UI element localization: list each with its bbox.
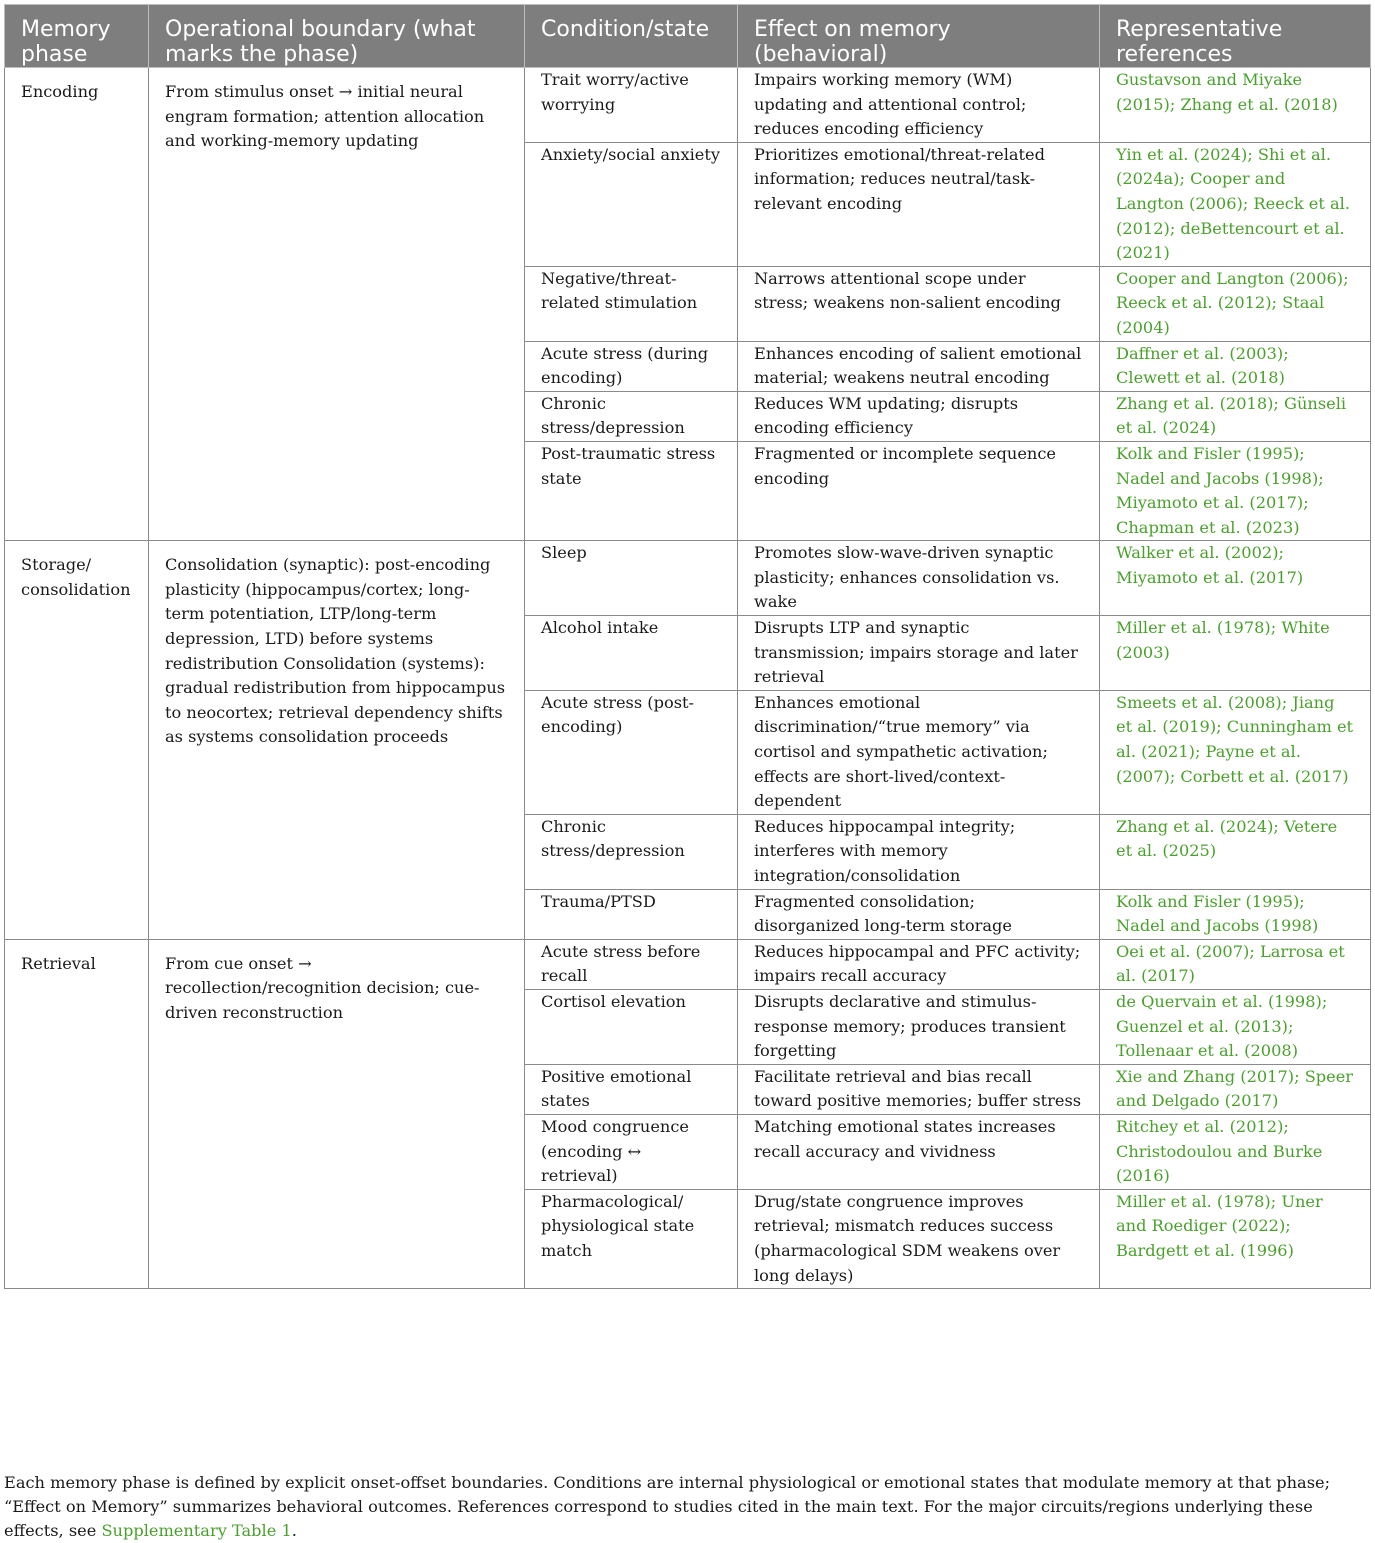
condition-cell: Chronic stress/depression	[525, 391, 738, 441]
references-cell[interactable]: Oei et al. (2007); Larrosa et al. (2017)	[1100, 939, 1371, 989]
footnote-end: .	[291, 1521, 297, 1540]
references-cell[interactable]: Daffner et al. (2003); Clewett et al. (2018)	[1100, 341, 1371, 391]
references-cell[interactable]: Zhang et al. (2024); Vetere et al. (2025)	[1100, 814, 1371, 889]
condition-cell: Positive emotional states	[525, 1064, 738, 1114]
footnote-text: Each memory phase is defined by explicit onset-offset boundaries. Conditions are internal physiological or emotional states that modulate memory at that phase; “Effect on Memory” summarizes behavioral outcomes. References correspond to studies cited in the main text. For the major circuits/regions underlying these effects, see	[4, 1473, 1331, 1540]
condition-cell: Negative/threat-related stimulation	[525, 266, 738, 341]
references-cell[interactable]: Miller et al. (1978); Uner and Roediger (2022); Bardgett et al. (1996)	[1100, 1189, 1371, 1288]
table-row	[5, 541, 1371, 616]
effect-cell: Narrows attentional scope under stress; weakens non-salient encoding	[738, 266, 1100, 341]
references-cell[interactable]: Gustavson and Miyake (2015); Zhang et al. (2018)	[1100, 68, 1371, 143]
memory-phase-cell: Storage/ consolidation	[5, 541, 149, 940]
references-cell[interactable]: Zhang et al. (2018); Günseli et al. (2024)	[1100, 391, 1371, 441]
effect-cell: Reduces WM updating; disrupts encoding efficiency	[738, 391, 1100, 441]
operational-boundary-cell: From stimulus onset → initial neural engram formation; attention allocation and working-memory updating	[149, 68, 525, 541]
condition-cell: Alcohol intake	[525, 616, 738, 691]
references-cell[interactable]: Ritchey et al. (2012); Christodoulou and Burke (2016)	[1100, 1114, 1371, 1189]
effect-cell: Enhances encoding of salient emotional material; weakens neutral encoding	[738, 341, 1100, 391]
table-row	[5, 68, 1371, 143]
condition-cell: Sleep	[525, 541, 738, 616]
table-footnote	[4, 1471, 1372, 1543]
operational-boundary-cell: From cue onset → recollection/recognition decision; cue-driven reconstruction	[149, 939, 525, 1288]
table-row	[5, 939, 1371, 989]
effect-cell: Disrupts declarative and stimulus-response memory; produces transient forgetting	[738, 989, 1100, 1064]
references-cell[interactable]: Xie and Zhang (2017); Speer and Delgado (2017)	[1100, 1064, 1371, 1114]
references-cell[interactable]: Kolk and Fisler (1995); Nadel and Jacobs (1998)	[1100, 889, 1371, 939]
references-cell[interactable]: Walker et al. (2002); Miyamoto et al. (2017)	[1100, 541, 1371, 616]
supplementary-table-link[interactable]: Supplementary Table 1	[101, 1521, 292, 1540]
effect-cell: Drug/state congruence improves retrieval; mismatch reduces success (pharmacological SDM weakens over long delays)	[738, 1189, 1100, 1288]
effect-cell: Impairs working memory (WM) updating and attentional control; reduces encoding efficiency	[738, 68, 1100, 143]
condition-cell: Acute stress (during encoding)	[525, 341, 738, 391]
condition-cell: Anxiety/social anxiety	[525, 142, 738, 266]
header-condition-state: Condition/state	[525, 5, 738, 68]
header-effect-on-memory: Effect on memory (behavioral)	[738, 5, 1100, 68]
condition-cell: Cortisol elevation	[525, 989, 738, 1064]
operational-boundary-cell: Consolidation (synaptic): post-encoding plasticity (hippocampus/cortex; long-term potentiation, LTP/long-term depression, LTD) before systems redistribution Consolidation (systems): gradual redistribution from hippocampus to neocortex; retrieval dependency shifts as systems consolidation proceeds	[149, 541, 525, 940]
table-body	[5, 68, 1371, 1289]
table-header-row	[5, 5, 1371, 68]
references-cell[interactable]: Kolk and Fisler (1995); Nadel and Jacobs (1998); Miyamoto et al. (2017); Chapman et al. (2023)	[1100, 441, 1371, 540]
memory-phase-cell: Encoding	[5, 68, 149, 541]
condition-cell: Acute stress (post-encoding)	[525, 690, 738, 814]
references-cell[interactable]: Smeets et al. (2008); Jiang et al. (2019); Cunningham et al. (2021); Payne et al. (2007); Corbett et al. (2017)	[1100, 690, 1371, 814]
effect-cell: Matching emotional states increases recall accuracy and vividness	[738, 1114, 1100, 1189]
condition-cell: Chronic stress/depression	[525, 814, 738, 889]
condition-cell: Post-traumatic stress state	[525, 441, 738, 540]
memory-phase-table	[4, 4, 1371, 1289]
effect-cell: Enhances emotional discrimination/“true memory” via cortisol and sympathetic activation; effects are short-lived/context-dependent	[738, 690, 1100, 814]
memory-phase-cell: Retrieval	[5, 939, 149, 1288]
references-cell[interactable]: Cooper and Langton (2006); Reeck et al. (2012); Staal (2004)	[1100, 266, 1371, 341]
effect-cell: Facilitate retrieval and bias recall toward positive memories; buffer stress	[738, 1064, 1100, 1114]
header-representative-references: Representative references	[1100, 5, 1371, 68]
condition-cell: Mood congruence (encoding ↔ retrieval)	[525, 1114, 738, 1189]
effect-cell: Reduces hippocampal integrity; interferes with memory integration/consolidation	[738, 814, 1100, 889]
references-cell[interactable]: de Quervain et al. (1998); Guenzel et al. (2013); Tollenaar et al. (2008)	[1100, 989, 1371, 1064]
condition-cell: Trait worry/active worrying	[525, 68, 738, 143]
effect-cell: Prioritizes emotional/threat-related information; reduces neutral/task-relevant encoding	[738, 142, 1100, 266]
effect-cell: Disrupts LTP and synaptic transmission; impairs storage and later retrieval	[738, 616, 1100, 691]
effect-cell: Promotes slow-wave-driven synaptic plasticity; enhances consolidation vs. wake	[738, 541, 1100, 616]
condition-cell: Pharmacological/ physiological state match	[525, 1189, 738, 1288]
header-operational-boundary: Operational boundary (what marks the phase)	[149, 5, 525, 68]
effect-cell: Fragmented consolidation; disorganized long-term storage	[738, 889, 1100, 939]
condition-cell: Acute stress before recall	[525, 939, 738, 989]
effect-cell: Fragmented or incomplete sequence encoding	[738, 441, 1100, 540]
effect-cell: Reduces hippocampal and PFC activity; impairs recall accuracy	[738, 939, 1100, 989]
references-cell[interactable]: Yin et al. (2024); Shi et al. (2024a); Cooper and Langton (2006); Reeck et al. (2012); deBettencourt et al. (2021)	[1100, 142, 1371, 266]
references-cell[interactable]: Miller et al. (1978); White (2003)	[1100, 616, 1371, 691]
condition-cell: Trauma/PTSD	[525, 889, 738, 939]
header-memory-phase: Memory phase	[5, 5, 149, 68]
